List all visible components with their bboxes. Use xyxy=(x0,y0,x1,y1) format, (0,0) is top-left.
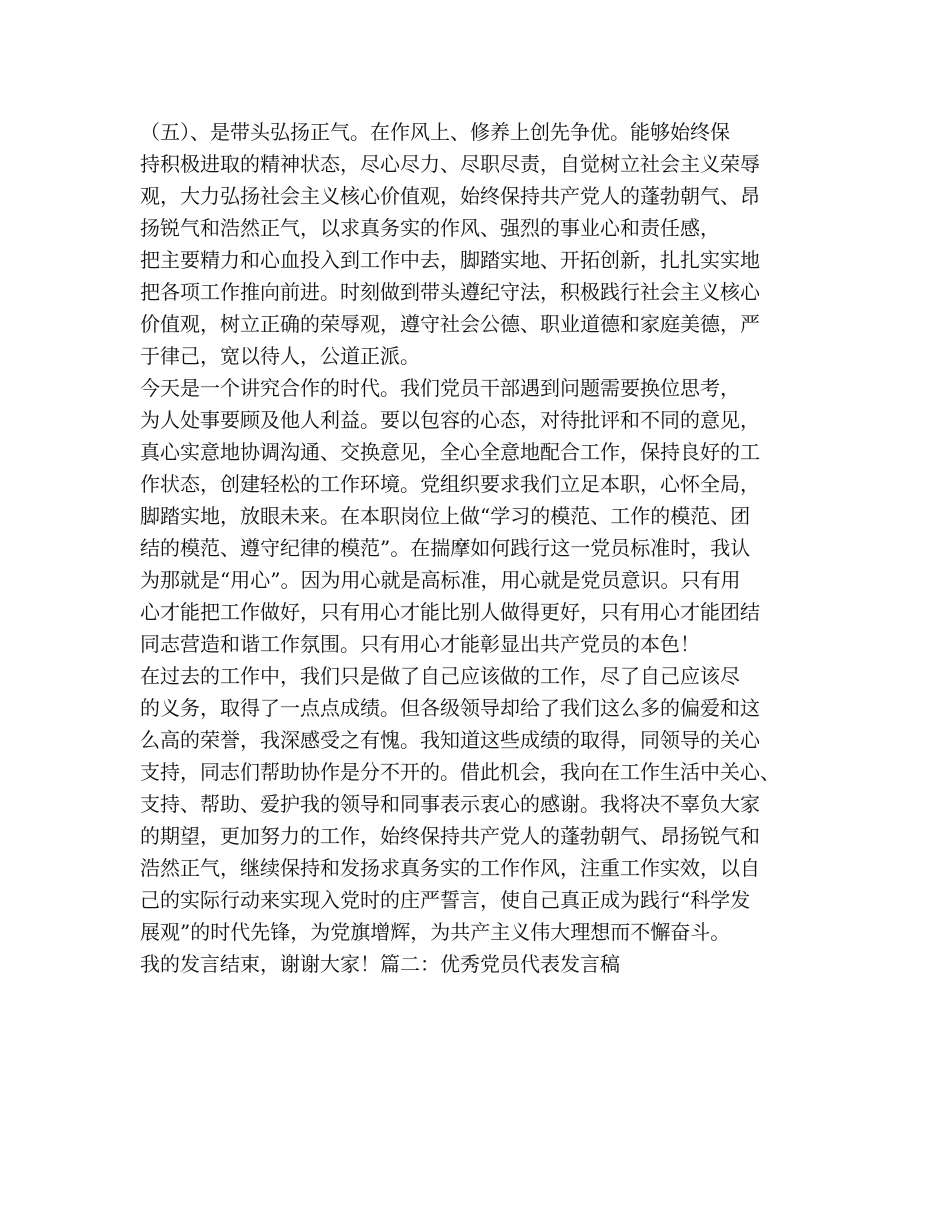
text-line: 我的发言结束，谢谢大家！篇二：优秀党员代表发言稿 xyxy=(140,952,620,976)
text-line: 己的实际行动来实现入党时的庄严誓言，使自己真正成为践行“科学发 xyxy=(140,888,751,912)
text-line: 观，大力弘扬社会主义核心价值观，始终保持共产党人的蓬勃朝气、昂 xyxy=(140,184,760,208)
text-line: （五）、是带头弘扬正气。在作风上、修养上创先争优。能够始终保 xyxy=(140,120,730,144)
text-line: 脚踏实地，放眼未来。在本职岗位上做“学习的模范、工作的模范、团 xyxy=(140,504,751,528)
text-line: 把各项工作推向前进。时刻做到带头遵纪守法，积极践行社会主义核心 xyxy=(140,280,760,304)
text-line: 支持，同志们帮助协作是分不开的。借此机会，我向在工作生活中关心、 xyxy=(140,760,780,784)
text-line: 的义务，取得了一点点成绩。但各级领导却给了我们这么多的偏爱和这 xyxy=(140,696,760,720)
text-line: 么高的荣誉，我深感受之有愧。我知道这些成绩的取得，同领导的关心 xyxy=(140,728,760,752)
body-text xyxy=(140,116,840,980)
text-line: 浩然正气，继续保持和发扬求真务实的工作作风，注重工作实效，以自 xyxy=(140,856,760,880)
text-line: 的期望，更加努力的工作，始终保持共产党人的蓬勃朝气、昂扬锐气和 xyxy=(140,824,760,848)
text-line: 结的模范、遵守纪律的模范”。在揣摩如何践行这一党员标准时，我认 xyxy=(140,536,751,560)
text-line: 持积极进取的精神状态，尽心尽力、尽职尽责，自觉树立社会主义荣辱 xyxy=(140,152,760,176)
text-line: 心才能把工作做好，只有用心才能比别人做得更好，只有用心才能团结 xyxy=(140,600,760,624)
text-line: 把主要精力和心血投入到工作中去，脚踏实地、开拓创新，扎扎实实地 xyxy=(140,248,760,272)
text-line: 同志营造和谐工作氛围。只有用心才能彰显出共产党员的本色！ xyxy=(140,632,700,656)
text-line: 为那就是“用心”。因为用心就是高标准，用心就是党员意识。只有用 xyxy=(140,568,741,592)
text-line: 展观”的时代先锋，为党旗增辉，为共产主义伟大理想而不懈奋斗。 xyxy=(140,920,731,944)
text-line: 今天是一个讲究合作的时代。我们党员干部遇到问题需要换位思考， xyxy=(140,376,740,400)
text-line: 在过去的工作中，我们只是做了自己应该做的工作，尽了自己应该尽 xyxy=(140,664,740,688)
text-line: 真心实意地协调沟通、交换意见，全心全意地配合工作，保持良好的工 xyxy=(140,440,760,464)
text-line: 为人处事要顾及他人利益。要以包容的心态，对待批评和不同的意见， xyxy=(140,408,760,432)
text-line: 价值观，树立正确的荣辱观，遵守社会公德、职业道德和家庭美德，严 xyxy=(140,312,760,336)
text-line: 于律己，宽以待人，公道正派。 xyxy=(140,344,420,368)
text-line: 扬锐气和浩然正气，以求真务实的作风、强烈的事业心和责任感， xyxy=(140,216,720,240)
text-line: 作状态，创建轻松的工作环境。党组织要求我们立足本职，心怀全局， xyxy=(140,472,760,496)
text-line: 支持、帮助、爱护我的领导和同事表示衷心的感谢。我将决不辜负大家 xyxy=(140,792,760,816)
